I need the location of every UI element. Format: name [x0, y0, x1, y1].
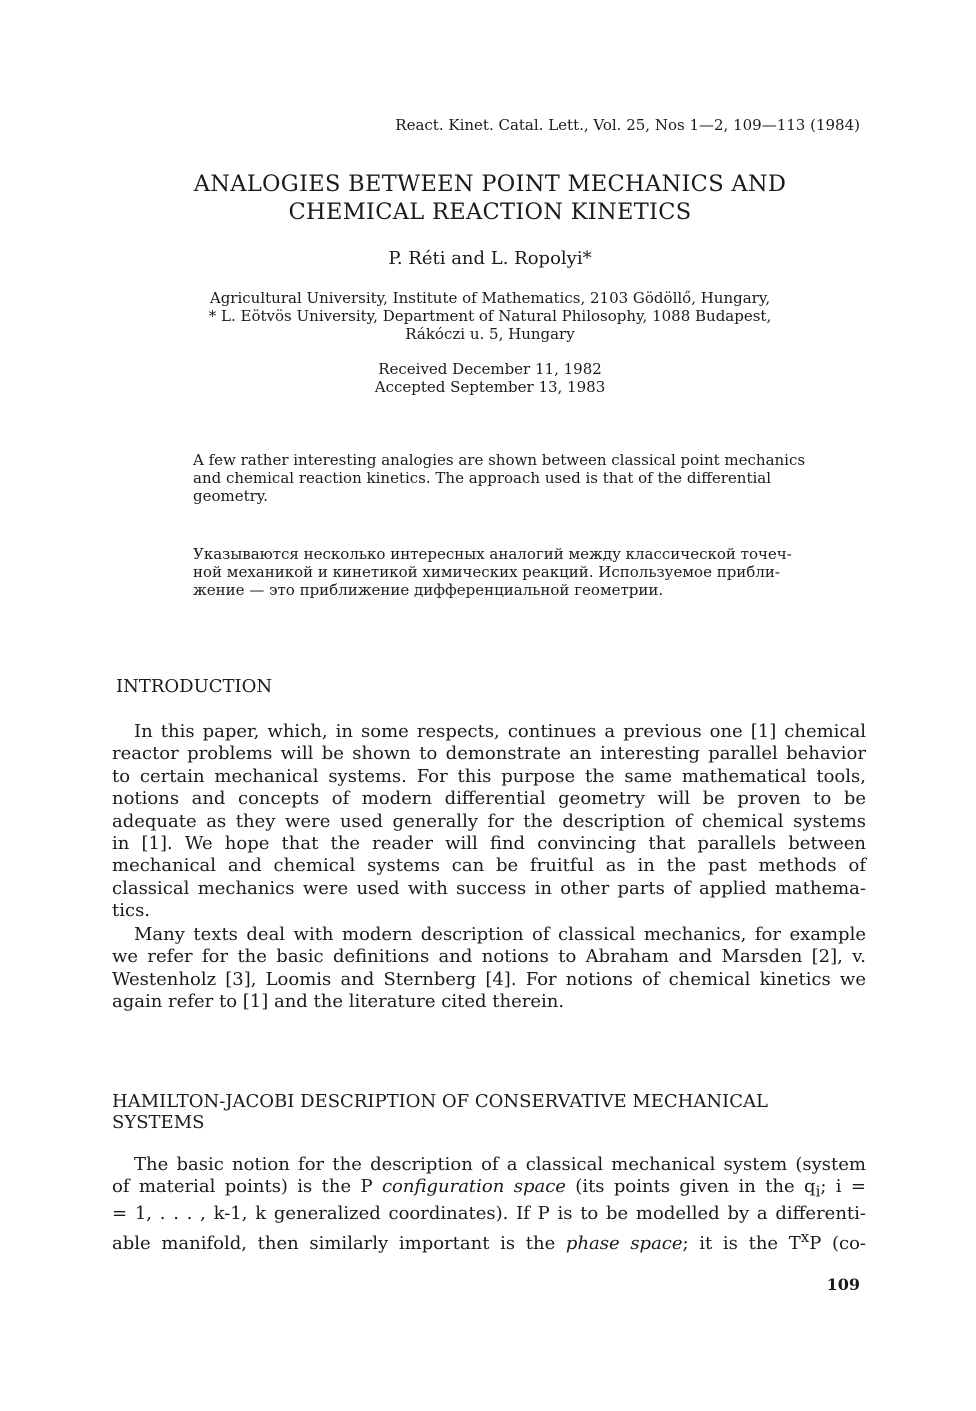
- text-line: mechanical and chemical systems can be fruitful as in the past methods of: [112, 855, 866, 877]
- paper-title: [120, 170, 860, 226]
- text-line: adequate as they were used generally for the description of chemical systems: [112, 810, 866, 832]
- abstract-line: ной механикой и кинетикой химических реакций. Используемое прибли-: [193, 563, 780, 581]
- text-run: of material points) is the P: [112, 1176, 382, 1198]
- hamilton-jacobi-paragraph-1: [112, 1154, 866, 1255]
- text-run: P (co-: [809, 1232, 866, 1254]
- text-line: In this paper, which, in some respects, continues a previous one [1] chemical: [134, 721, 866, 742]
- introduction-paragraph-2: [112, 924, 866, 1014]
- abstract-english: [193, 451, 866, 505]
- introduction-paragraph-1: [112, 721, 866, 923]
- affiliation-line: Rákóczi u. 5, Hungary: [405, 325, 575, 343]
- text-line: in [1]. We hope that the reader will find convincing that parallels between: [112, 833, 866, 855]
- affiliation-line: Agricultural University, Institute of Mathematics, 2103 Gödöllő, Hungary,: [209, 289, 771, 307]
- text-line: we refer for the basic definitions and notions to Abraham and Marsden [2], v.: [112, 946, 866, 968]
- dates: [120, 360, 860, 396]
- paper-title-line: CHEMICAL REACTION KINETICS: [288, 199, 692, 225]
- text-line: to certain mechanical systems. For this purpose the same mathematical tools,: [112, 765, 866, 787]
- abstract-line: Указываются несколько интересных аналогий между классической точеч-: [193, 545, 792, 563]
- text-line: The basic notion for the description of a classical mechanical system (system: [134, 1154, 866, 1175]
- abstract-line: geometry.: [193, 487, 269, 505]
- text-line: = 1, . . . , k-1, k generalized coordinates). If P is to be modelled by a differenti-: [112, 1203, 866, 1225]
- subscript-i: i: [815, 1183, 821, 1201]
- section-heading-introduction: INTRODUCTION: [116, 676, 273, 697]
- text-run: (its points given in the q: [565, 1176, 816, 1198]
- text-line: reactor problems will be shown to demonstrate an interesting parallel behavior: [112, 743, 866, 765]
- text-run: able manifold, then similarly important is the: [112, 1232, 566, 1254]
- abstract-line: A few rather interesting analogies are shown between classical point mechanics: [193, 451, 806, 469]
- superscript-x: x: [800, 1227, 810, 1246]
- paper-title-line: ANALOGIES BETWEEN POINT MECHANICS AND: [193, 171, 787, 197]
- heading-line: SYSTEMS: [112, 1112, 205, 1133]
- text-run: ; it is the T: [682, 1232, 801, 1254]
- affiliation-line: * L. Eötvös University, Department of Natural Philosophy, 1088 Budapest,: [208, 307, 772, 325]
- text-line: tics.: [112, 900, 151, 922]
- accepted-date: Accepted September 13, 1983: [374, 378, 606, 396]
- text-line: classical mechanics were used with success in other parts of applied mathema-: [112, 877, 866, 899]
- page-number: 109: [826, 1275, 860, 1294]
- received-date: Received December 11, 1982: [378, 360, 602, 378]
- emphasis-phase-space: phase space: [565, 1232, 683, 1254]
- abstract-line: жение — это приближение дифференциальной геометрии.: [193, 581, 664, 599]
- text-run: ; i =: [820, 1176, 866, 1198]
- emphasis-configuration-space: configuration space: [381, 1176, 566, 1198]
- affiliation: [110, 289, 870, 343]
- text-line: [112, 1226, 866, 1255]
- authors: P. Réti and L. Ropolyi*: [388, 248, 592, 269]
- text-line: Many texts deal with modern description of classical mechanics, for example: [134, 924, 866, 945]
- heading-line: HAMILTON-JACOBI DESCRIPTION OF CONSERVATIVE MECHANICAL: [112, 1091, 768, 1112]
- text-line: [112, 1176, 866, 1203]
- abstract-line: and chemical reaction kinetics. The approach used is that of the differential: [193, 469, 772, 487]
- abstract-russian: [193, 545, 866, 599]
- section-heading-hamilton-jacobi: [112, 1091, 872, 1133]
- journal-reference: React. Kinet. Catal. Lett., Vol. 25, Nos 1—2, 109—113 (1984): [395, 116, 860, 134]
- text-line: notions and concepts of modern differential geometry will be proven to be: [112, 788, 866, 810]
- text-line: again refer to [1] and the literature cited therein.: [112, 991, 565, 1013]
- text-line: Westenholz [3], Loomis and Sternberg [4]. For notions of chemical kinetics we: [112, 968, 866, 990]
